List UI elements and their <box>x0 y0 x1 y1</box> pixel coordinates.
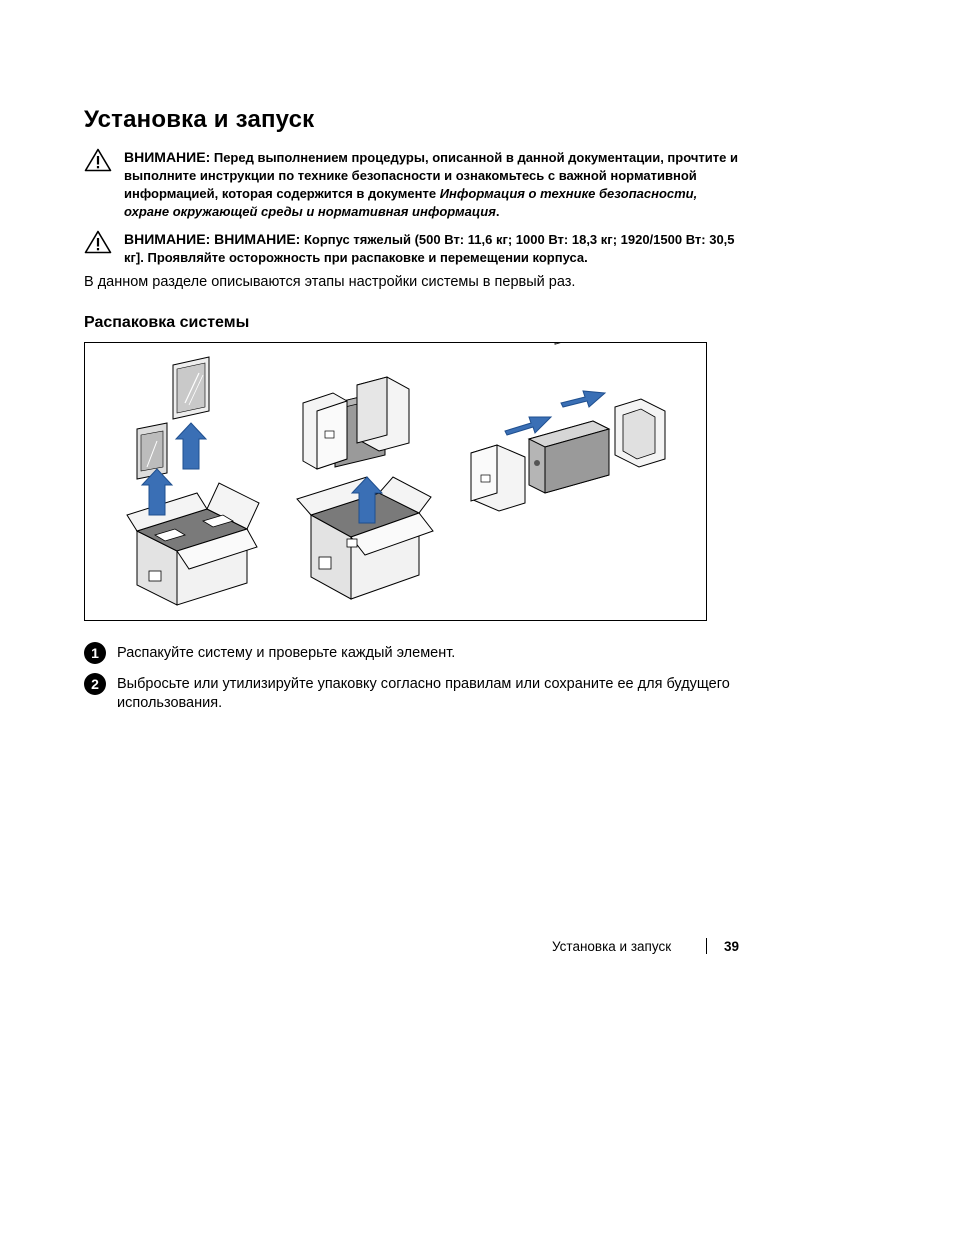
scene-lift-chassis <box>297 377 433 599</box>
caution-notice-safety <box>84 148 744 221</box>
caution-text <box>124 148 744 221</box>
caution-body: Перед выполнением процедуры, описанной в данной документации, прочтите и выполните инструкции по технике безопасности и ознакомьтесь с важной нормативной информацией, которая содержится в документе <box>124 150 738 201</box>
unpacking-illustration <box>84 342 707 621</box>
step-number-badge: 1 <box>84 642 106 664</box>
section-heading: Распаковка системы <box>84 314 250 331</box>
scene-remove-documents <box>127 357 259 605</box>
step-number-badge: 2 <box>84 673 106 695</box>
caution-label: ВНИМАНИЕ: ВНИМАНИЕ: <box>124 231 301 247</box>
warning-triangle-icon <box>84 148 112 172</box>
scene-remove-foam <box>471 343 665 511</box>
step-item <box>84 642 744 663</box>
intro-paragraph: В данном разделе описываются этапы настройки системы в первый раз. <box>84 274 576 290</box>
caution-text <box>124 230 744 267</box>
caution-body: Корпус тяжелый (500 Вт: 11,6 кг; 1000 Вт: 18,3 кг; 1920/1500 Вт: 30,5 кг]. Проявляйте осторожность при распаковке и перемещении корпуса. <box>124 232 735 265</box>
caution-notice-weight <box>84 230 744 267</box>
step-text: Распакуйте систему и проверьте каждый элемент. <box>117 645 456 661</box>
caution-end: . <box>495 204 500 219</box>
caution-label: ВНИМАНИЕ: <box>124 149 211 165</box>
warning-triangle-icon <box>84 230 112 254</box>
page-title: Установка и запуск <box>84 106 315 133</box>
footer-divider <box>706 938 707 954</box>
unpacking-diagram <box>85 343 706 620</box>
step-item <box>84 673 744 713</box>
document-reference: Информация о технике безопасности, охране окружающей среды и нормативная информация <box>124 186 698 219</box>
page-number: 39 <box>724 939 740 954</box>
footer-chapter-title: Установка и запуск <box>552 939 672 954</box>
step-text: Выбросьте или утилизируйте упаковку согласно правилам или сохраните ее для будущего использования. <box>117 676 730 711</box>
